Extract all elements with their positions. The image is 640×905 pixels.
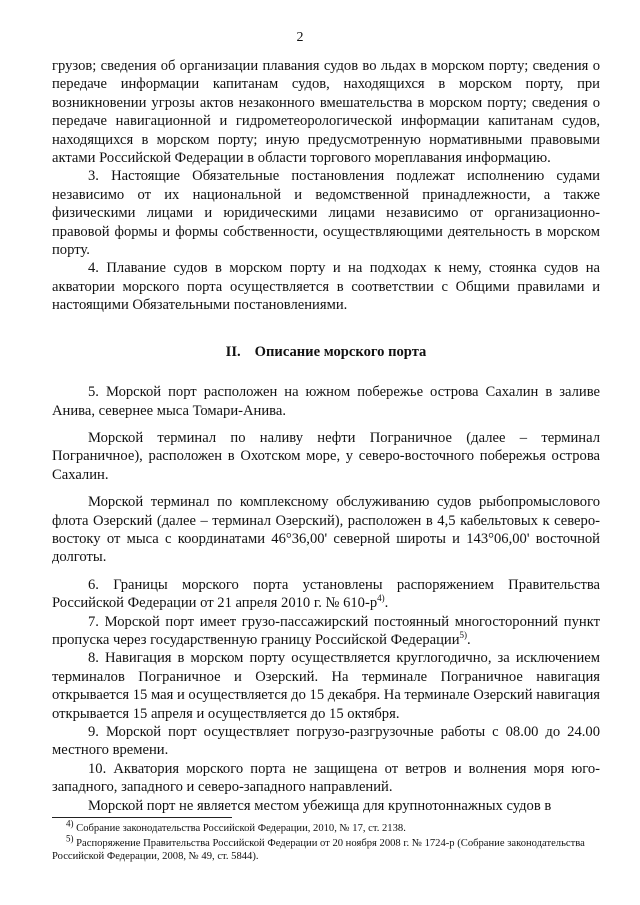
paragraph-6-tail: . xyxy=(384,595,389,612)
paragraph-7 xyxy=(52,613,600,650)
section-title: Описание морского порта xyxy=(254,343,427,360)
footnote-4-text: Собрание законодательства Российской Федерации, 2010, № 17, ст. 2138. xyxy=(76,823,406,834)
paragraph-6-text: 6. Границы морского порта установлены распоряжением Правительства Российской Федерации от 21 апреля 2010 г. № 610-р xyxy=(52,576,600,612)
paragraph-continuation: грузов; сведения об организации плавания судов во льдах в морском порту; сведения о передаче информации капитанам судов, находящихся в морском порту, при возникновении угрозы актов незаконного вмешательства в морском порту; сведения о передаче навигационной и гидрометеорологической информации капитанам судов, находящихся в морском порту; иную предусмотренную нормативными правовыми актами Российской Федерации в области торгового мореплавания информацию. xyxy=(52,58,600,167)
footnote-ref-5: 5) xyxy=(459,630,468,641)
footnote-mark-4: 4) xyxy=(66,818,74,829)
paragraph-refuge: Морской порт не является местом убежища для крупнотоннажных судов в xyxy=(88,797,552,814)
paragraph-4: 4. Плавание судов в морском порту и на подходах к нему, стоянка судов на акватории морского порта осуществляется в соответствии с Общими правилами и настоящими Обязательными постановлениями. xyxy=(52,260,600,314)
paragraph-6 xyxy=(52,576,600,613)
paragraph-7-tail: . xyxy=(467,631,471,648)
paragraph-10: 10. Акватория морского порта не защищена от ветров и волнения моря юго-западного, западного и северо-западного направлений. xyxy=(52,760,600,796)
page-number: 2 xyxy=(296,30,304,45)
paragraph-8: 8. Навигация в морском порту осуществляется круглогодично, за исключением терминалов Пограничное и Озерский. На терминале Пограничное навигация открывается 15 мая и осуществляется до 15 декабря. На терминале Озерский навигация открывается 15 апреля и осуществляется до 15 октября. xyxy=(52,650,600,722)
paragraph-terminal-pogranichnoe: Морской терминал по наливу нефти Пограничное (далее – терминал Пограничное), расположен в Охотском море, у северо-восточного побережья острова Сахалин. xyxy=(52,429,600,483)
footnote-mark-5: 5) xyxy=(66,832,74,843)
footnote-4 xyxy=(52,818,600,836)
paragraph-terminal-ozersky: Морской терминал по комплексному обслуживанию судов рыбопромыслового флота Озерский (далее – терминал Озерский), расположен в 4,5 кабельтовых к северо-востоку от мыса с координатами 46°36,00' северной широты и 143°06,00' восточной долготы. xyxy=(52,494,600,566)
paragraph-5: 5. Морской порт расположен на южном побережье острова Сахалин в заливе Анива, севернее мыса Томари-Анива. xyxy=(52,384,600,419)
paragraph-3: 3. Настоящие Обязательные постановления подлежат исполнению судами независимо от их национальной и ведомственной принадлежности, а также физическими лицами и юридическими лицами независимо от организационно-правовой формы и формы собственности, осуществляющими деятельность в морском порту. xyxy=(52,168,600,259)
footnote-ref-4: 4) xyxy=(377,593,385,604)
page-body xyxy=(52,57,600,815)
section-number: II. xyxy=(225,343,241,360)
section-heading xyxy=(52,343,600,361)
footnotes xyxy=(52,818,600,865)
footnote-divider xyxy=(52,817,232,818)
paragraph-9: 9. Морской порт осуществляет погрузо-разгрузочные работы с 08.00 до 24.00 местного времени. xyxy=(52,724,600,759)
paragraph-7-text: 7. Морской порт имеет грузо-пассажирский постоянный многосторонний пункт пропуска через государственную границу Российской Федерации xyxy=(52,613,600,648)
footnote-5-text: Распоряжение Правительства Российской Федерации от 20 ноября 2008 г. № 1724-р (Собрание законодательства Российской Федерации, 2008, № 49, ст. 5844). xyxy=(52,837,585,862)
footnote-5 xyxy=(52,832,600,864)
